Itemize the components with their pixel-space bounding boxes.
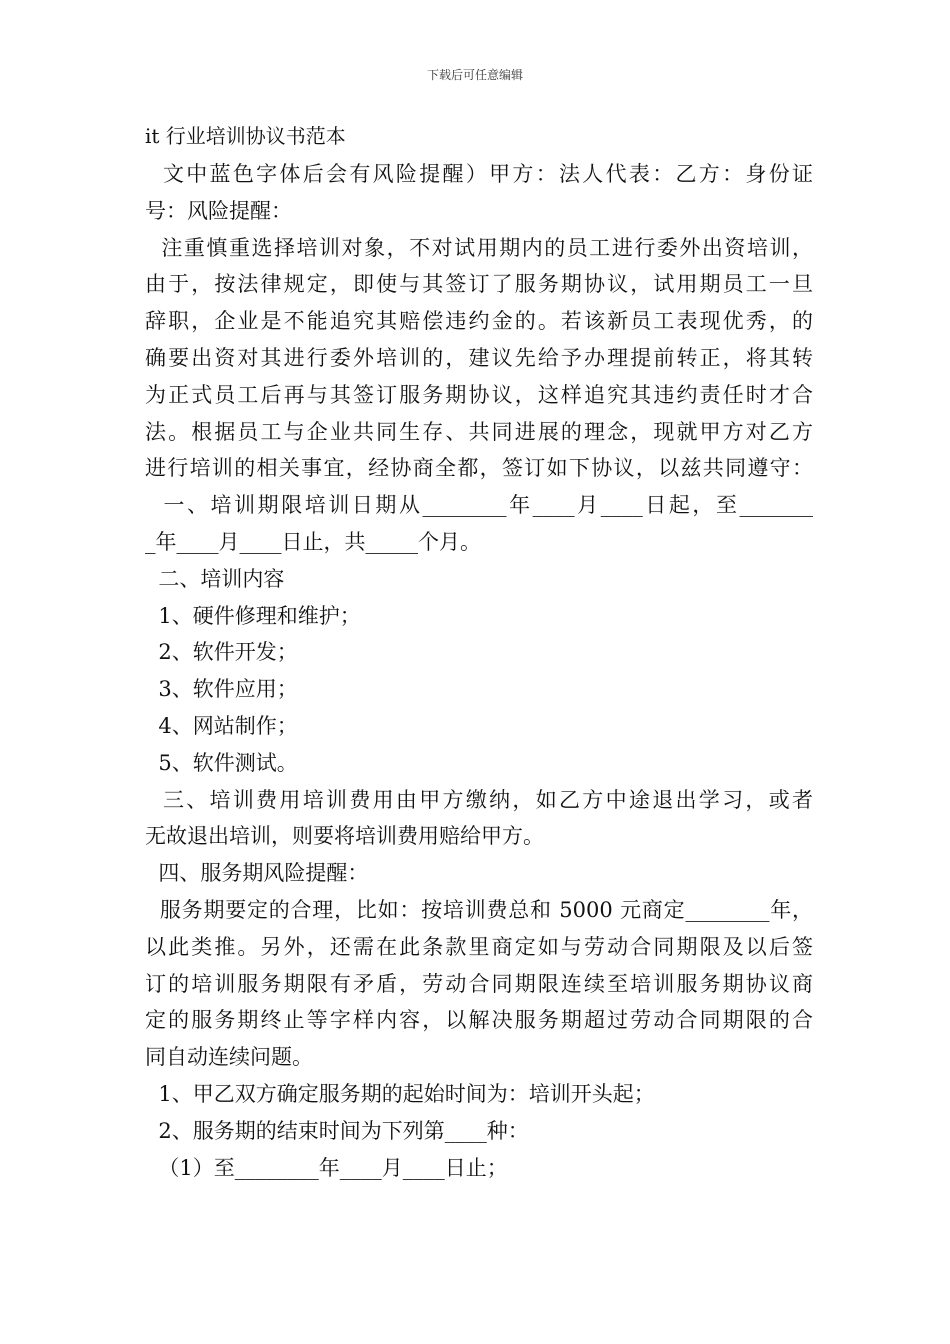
- list-item: （1）至________年____月____日止；: [145, 1155, 508, 1180]
- list-item: 5、软件测试。: [145, 750, 298, 775]
- paragraph-line: 无故退出培训，则要将培训费用赔给甲方。: [145, 824, 544, 849]
- paragraph-line: 由于，按法律规定，即使与其签订了服务期协议，试用期员工一旦: [145, 272, 813, 297]
- paragraph-line: 同自动连续问题。: [145, 1045, 313, 1070]
- paragraph-line: 以此类推。另外，还需在此条款里商定如与劳动合同期限及以后签: [145, 934, 813, 959]
- paragraph-line: 一、培训期限培训日期从________年____月____日起，至_______: [145, 493, 813, 518]
- paragraph-line: 确要出资对其进行委外培训的，建议先给予办理提前转正，将其转: [145, 345, 813, 370]
- paragraph-line: 定的服务期终止等字样内容，以解决服务期超过劳动合同期限的合: [145, 1008, 813, 1033]
- paragraph-line: 订的培训服务期限有矛盾，劳动合同期限连续至培训服务期协议商: [145, 971, 813, 996]
- paragraph-line: 号：风险提醒：: [145, 198, 292, 223]
- document-body: [145, 118, 813, 1186]
- list-item: 4、网站制作；: [145, 713, 298, 738]
- list-item: 1、硬件修理和维护；: [145, 603, 361, 628]
- page-header-note: 下载后可任意编辑: [426, 68, 523, 82]
- section-heading: 四、服务期风险提醒：: [145, 861, 369, 886]
- document-title: it 行业培训协议书范本: [145, 124, 346, 148]
- paragraph-line: _年____月____日止，共_____个月。: [145, 529, 481, 554]
- section-heading: 二、培训内容: [145, 566, 285, 591]
- list-item: 1、甲乙双方确定服务期的起始时间为：培训开头起；: [145, 1081, 655, 1106]
- list-item: 2、服务期的结束时间为下列第____种：: [145, 1118, 529, 1143]
- list-item: 2、软件开发；: [145, 640, 298, 665]
- list-item: 3、软件应用；: [145, 677, 298, 702]
- paragraph-line: 辞职，企业是不能追究其赔偿违约金的。若该新员工表现优秀，的: [145, 309, 813, 334]
- paragraph-line: 进行培训的相关事宜，经协商全都，签订如下协议，以兹共同遵守：: [145, 456, 813, 481]
- paragraph-line: 法。根据员工与企业共同生存、共同进展的理念，现就甲方对乙方: [145, 419, 813, 444]
- paragraph-line: 为正式员工后再与其签订服务期协议，这样追究其违约责任时才合: [145, 382, 813, 407]
- paragraph-line: 注重慎重选择培训对象，不对试用期内的员工进行委外出资培训，: [145, 235, 813, 260]
- paragraph-line: 文中蓝色字体后会有风险提醒）甲方：法人代表：乙方：身份证: [145, 162, 813, 186]
- paragraph-line: 服务期要定的合理，比如：按培训费总和 5000 元商定________年，: [145, 897, 813, 922]
- paragraph-line: 三、培训费用培训费用由甲方缴纳，如乙方中途退出学习，或者: [145, 787, 813, 812]
